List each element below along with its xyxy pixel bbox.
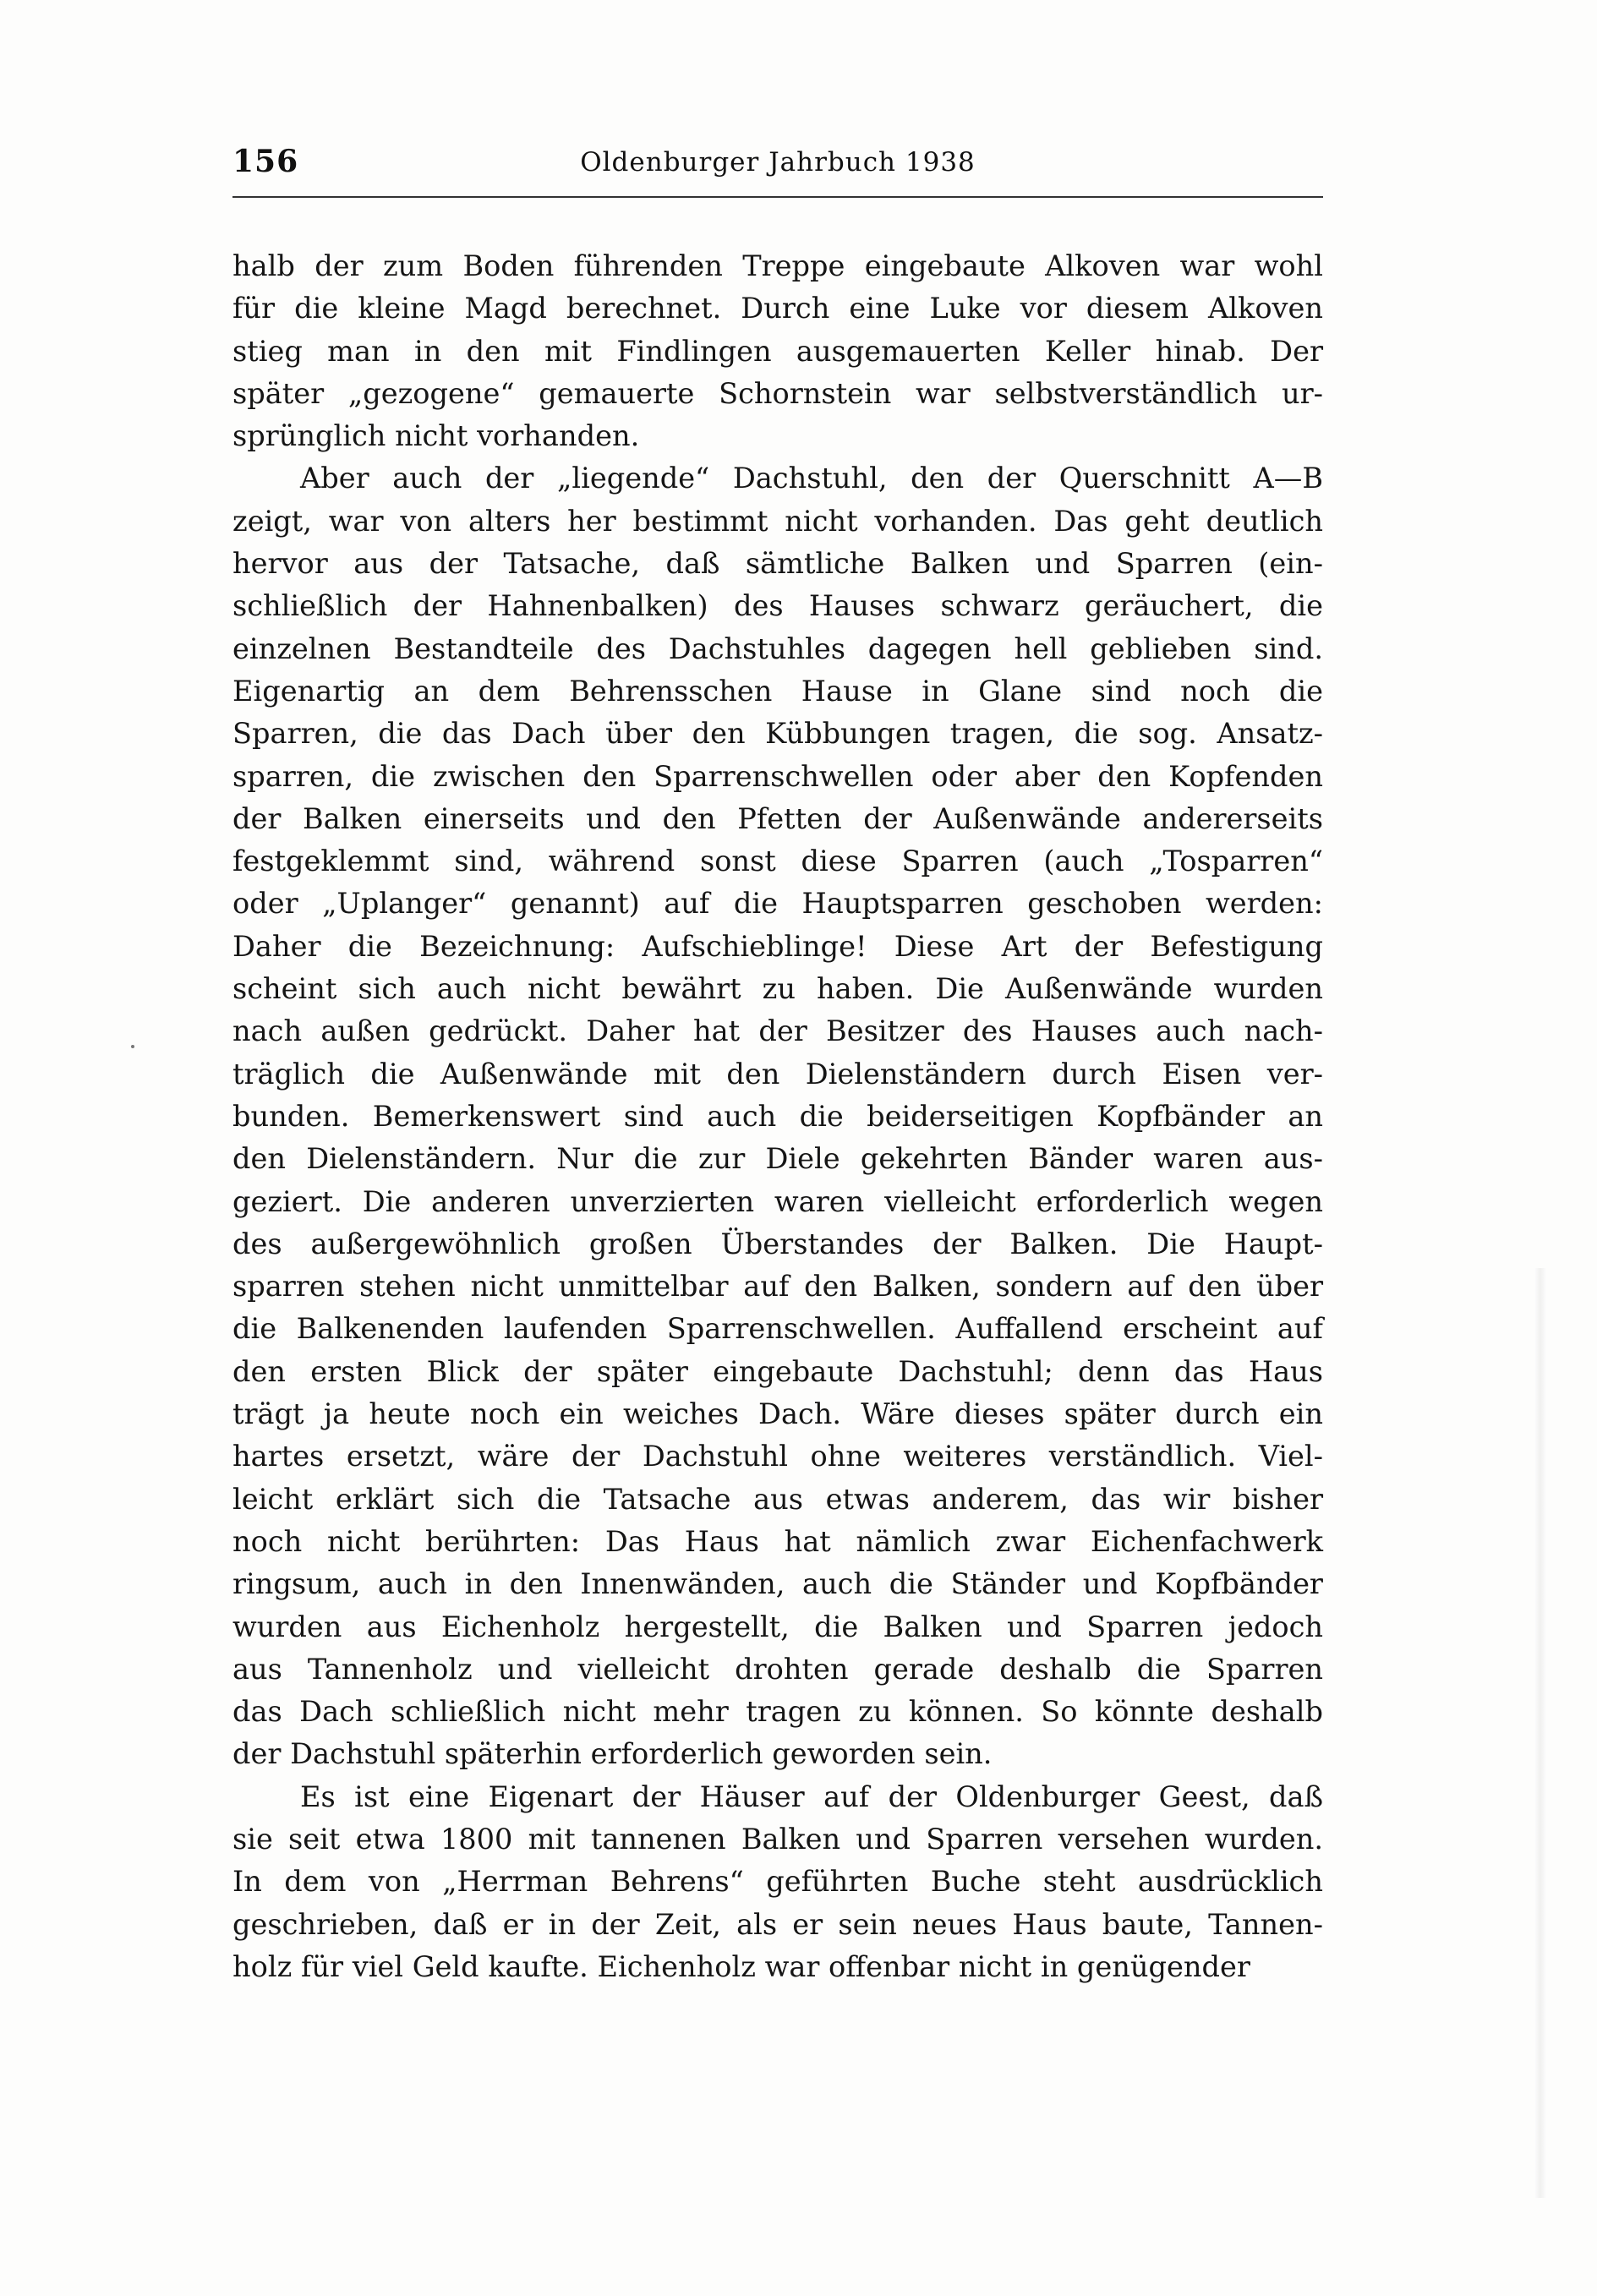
text-line: geschrieben, daß er in der Zeit, als er sein neues Haus baute, Tannen- bbox=[232, 1907, 1323, 1941]
body-text bbox=[232, 245, 1323, 1988]
text-line: für die kleine Magd berechnet. Durch eine Luke vor diesem Alkoven bbox=[232, 292, 1323, 325]
scan-speck bbox=[131, 1045, 134, 1048]
running-title: Oldenburger Jahrbuch 1938 bbox=[580, 147, 976, 178]
text-line: Daher die Bezeichnung: Aufschieblinge! Diese Art der Befestigung bbox=[232, 929, 1323, 963]
page-number: 156 bbox=[232, 144, 299, 179]
text-line: scheint sich auch nicht bewährt zu haben. Die Außenwände wurden bbox=[232, 972, 1323, 1006]
text-line: träglich die Außenwände mit den Dielenständern durch Eisen ver- bbox=[232, 1057, 1323, 1091]
text-line: aus Tannenholz und vielleicht drohten gerade deshalb die Sparren bbox=[232, 1652, 1323, 1686]
paragraph bbox=[232, 457, 1323, 1775]
text-line: Sparren, die das Dach über den Kübbungen tragen, die sog. Ansatz- bbox=[232, 717, 1323, 751]
text-line: bunden. Bemerkenswert sind auch die beiderseitigen Kopfbänder an bbox=[232, 1099, 1323, 1133]
text-line: geziert. Die anderen unverzierten waren vielleicht erforderlich wegen bbox=[232, 1184, 1323, 1218]
text-line: sie seit etwa 1800 mit tannenen Balken und Sparren versehen wurden. bbox=[232, 1822, 1323, 1856]
text-line: das Dach schließlich nicht mehr tragen zu können. So könnte deshalb bbox=[232, 1695, 1323, 1729]
text-line: hartes ersetzt, wäre der Dachstuhl ohne weiteres verständlich. Viel- bbox=[232, 1440, 1323, 1473]
text-line: den ersten Blick der später eingebaute Dachstuhl; denn das Haus bbox=[232, 1354, 1323, 1388]
text-line: den Dielenständern. Nur die zur Diele gekehrten Bänder waren aus- bbox=[232, 1142, 1323, 1176]
text-line: halb der zum Boden führenden Treppe eingebaute Alkoven war wohl bbox=[232, 249, 1323, 282]
text-line: sprünglich nicht vorhanden. bbox=[232, 419, 640, 453]
text-line: In dem von „Herrman Behrens“ geführten Buche steht ausdrücklich bbox=[232, 1865, 1323, 1899]
text-line: zeigt, war von alters her bestimmt nicht vorhanden. Das geht deutlich bbox=[232, 504, 1323, 538]
text-line: der Balken einerseits und den Pfetten der Außenwände andererseits bbox=[232, 801, 1323, 835]
header-rule bbox=[232, 196, 1323, 198]
text-line: festgeklemmt sind, während sonst diese Sparren (auch „Tosparren“ bbox=[232, 845, 1323, 878]
text-line: sparren stehen nicht unmittelbar auf den Balken, sondern auf den über bbox=[232, 1270, 1323, 1304]
text-line: stieg man in den mit Findlingen ausgemauerten Keller hinab. Der bbox=[232, 334, 1323, 368]
text-line: einzelnen Bestandteile des Dachstuhles dagegen hell geblieben sind. bbox=[232, 631, 1323, 665]
text-line: trägt ja heute noch ein weiches Dach. Wäre dieses später durch ein bbox=[232, 1397, 1323, 1431]
text-line: der Dachstuhl späterhin erforderlich geworden sein. bbox=[232, 1737, 993, 1771]
text-line: die Balkenenden laufenden Sparrenschwellen. Auffallend erscheint auf bbox=[232, 1312, 1323, 1346]
text-line: schließlich der Hahnenbalken) des Hauses schwarz geräuchert, die bbox=[232, 589, 1323, 623]
text-line: noch nicht berührten: Das Haus hat nämlich zwar Eichenfachwerk bbox=[232, 1524, 1323, 1558]
text-line: holz für viel Geld kaufte. Eichenholz war offenbar nicht in genügender bbox=[232, 1949, 1250, 1983]
text-line: sparren, die zwischen den Sparrenschwellen oder aber den Kopfenden bbox=[232, 759, 1323, 793]
text-line: des außergewöhnlich großen Überstandes der Balken. Die Haupt- bbox=[232, 1227, 1323, 1260]
text-line: oder „Uplanger“ genannt) auf die Hauptsparren geschoben werden: bbox=[232, 887, 1323, 921]
text-line: Aber auch der „liegende“ Dachstuhl, den der Querschnitt A—B bbox=[300, 462, 1323, 495]
text-line: Es ist eine Eigenart der Häuser auf der Oldenburger Geest, daß bbox=[300, 1779, 1323, 1813]
text-line: leicht erklärt sich die Tatsache aus etwas anderem, das wir bisher bbox=[232, 1482, 1323, 1516]
text-line: nach außen gedrückt. Daher hat der Besitzer des Hauses auch nach- bbox=[232, 1014, 1323, 1048]
page-header bbox=[232, 144, 1323, 194]
paragraph bbox=[232, 1776, 1323, 1988]
text-line: hervor aus der Tatsache, daß sämtliche Balken und Sparren (ein- bbox=[232, 547, 1323, 581]
scan-edge-shadow bbox=[1534, 1268, 1546, 2198]
text-line: wurden aus Eichenholz hergestellt, die Balken und Sparren jedoch bbox=[232, 1610, 1323, 1643]
text-line: Eigenartig an dem Behrensschen Hause in Glane sind noch die bbox=[232, 674, 1323, 708]
paragraph bbox=[232, 245, 1323, 457]
text-line: später „gezogene“ gemauerte Schornstein war selbstverständlich ur- bbox=[232, 376, 1323, 410]
text-line: ringsum, auch in den Innenwänden, auch die Ständer und Kopfbänder bbox=[232, 1567, 1323, 1601]
